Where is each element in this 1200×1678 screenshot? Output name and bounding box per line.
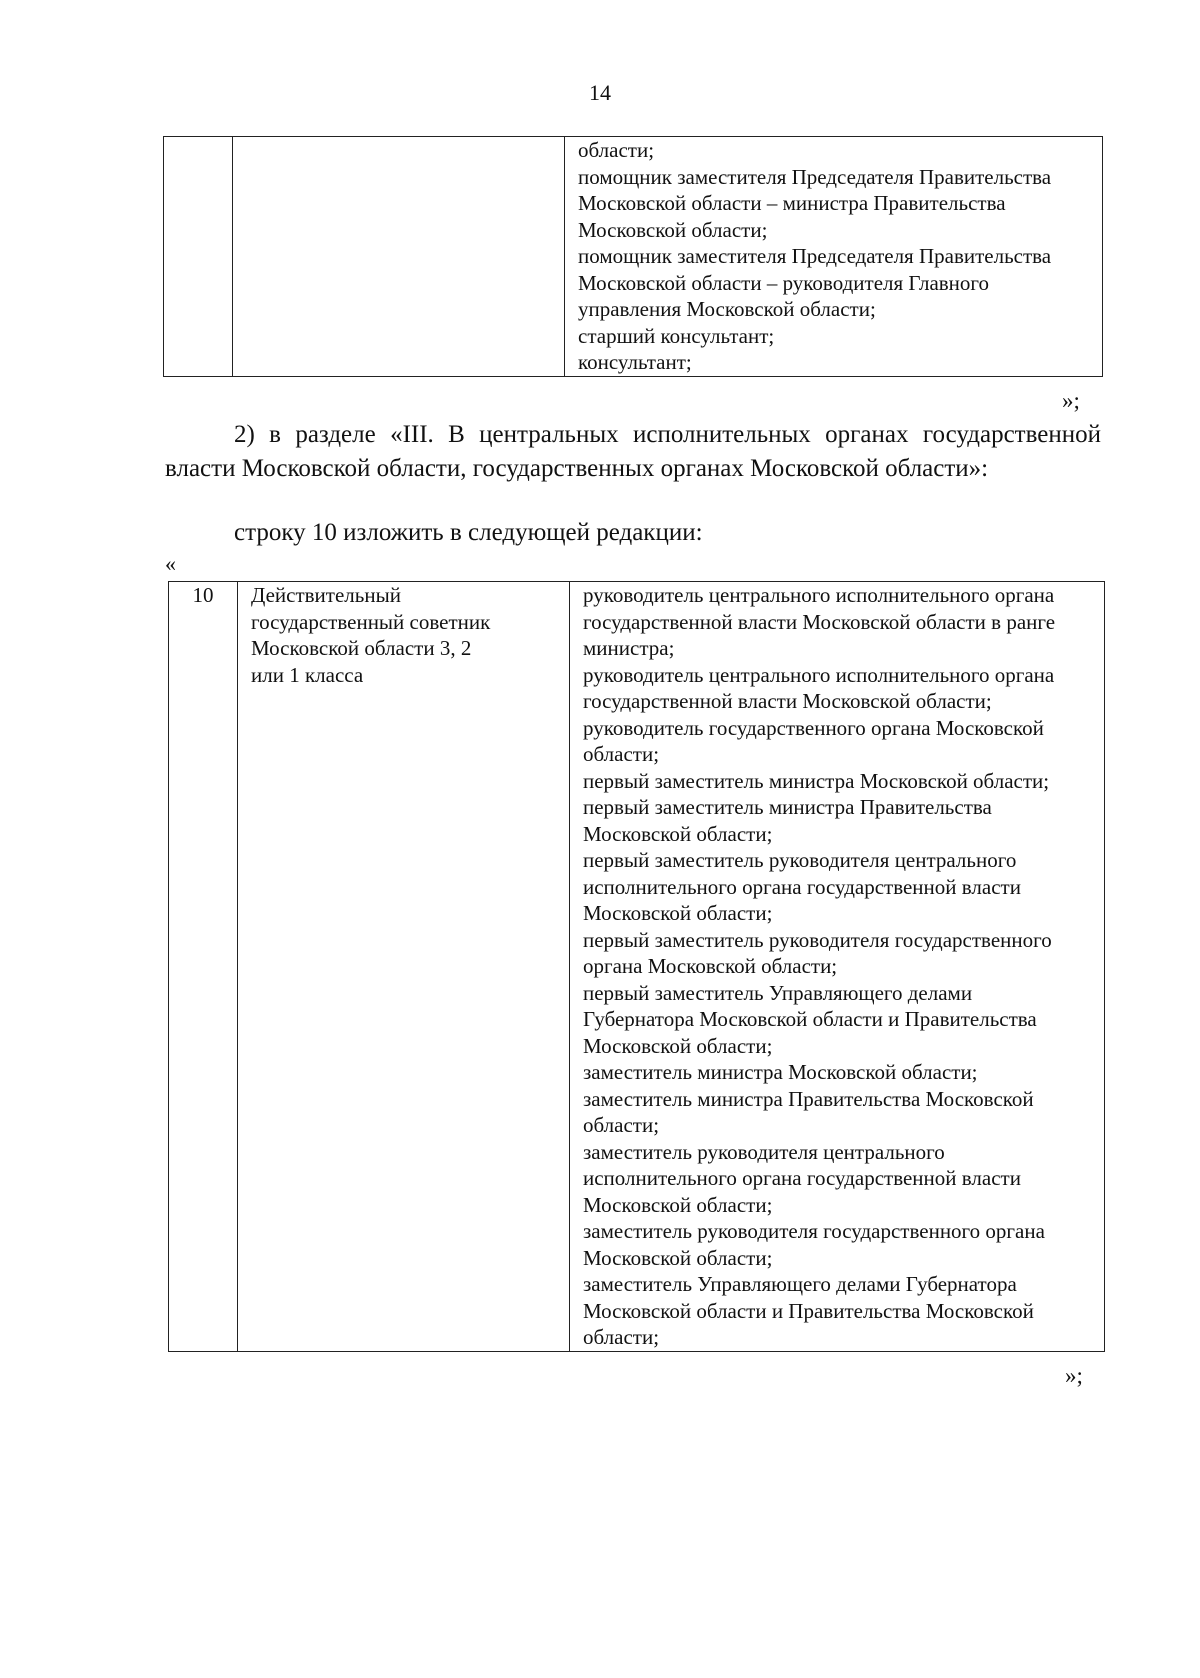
- position-line: области;: [578, 138, 655, 162]
- position-line: Московской области;: [583, 1033, 773, 1058]
- position-line: руководитель государственного органа Московской: [583, 715, 1044, 740]
- class-cell: [238, 582, 570, 1352]
- position-line: заместитель министра Правительства Московской: [583, 1086, 1034, 1111]
- position-line: исполнительного органа государственной власти: [583, 874, 1021, 899]
- position-line: помощник заместителя Председателя Правительства: [578, 164, 1052, 189]
- class-cell: [233, 137, 565, 377]
- position-line: первый заместитель руководителя центрального: [583, 848, 1017, 872]
- class-line: Московской области 3, 2: [251, 636, 472, 660]
- positions-cell: [565, 137, 1103, 377]
- position-line: руководитель центрального исполнительного органа: [583, 583, 1055, 607]
- row-number-cell: 10: [169, 582, 238, 1352]
- row-number-cell: [164, 137, 233, 377]
- position-line: первый заместитель министра Правительства: [583, 795, 992, 819]
- position-line: Московской области – министра Правительства: [578, 191, 1006, 215]
- table-row: [164, 137, 1103, 377]
- position-line: помощник заместителя Председателя Правительства: [578, 244, 1052, 268]
- position-line: заместитель министра Московской области;: [583, 1060, 978, 1084]
- class-line: Действительный: [251, 583, 401, 607]
- position-line: руководитель центрального исполнительного органа: [583, 662, 1055, 687]
- amendment-paragraph: 2) в разделе «III. В центральных исполнительных органах государственной власти Московской области, государственных органах Московской области»:: [165, 421, 1101, 482]
- position-line: старший консультант;: [578, 323, 775, 348]
- position-line: первый заместитель руководителя государственного: [583, 927, 1052, 952]
- position-line: государственной власти Московской области;: [583, 689, 992, 713]
- opening-quote: «: [165, 551, 176, 576]
- position-line: консультант;: [578, 350, 692, 374]
- position-line: заместитель руководителя государственного органа: [583, 1219, 1045, 1243]
- position-line: заместитель Управляющего делами Губернатора: [583, 1272, 1017, 1296]
- position-line: органа Московской области;: [583, 954, 838, 978]
- table-row: [169, 582, 1105, 1352]
- page-number: 14: [589, 80, 611, 105]
- position-line: первый заместитель министра Московской области;: [583, 768, 1050, 793]
- positions-table-row-10: [168, 581, 1105, 1352]
- position-line: области;: [583, 1113, 660, 1137]
- position-line: Московской области;: [583, 1192, 773, 1217]
- class-line: государственный советник: [251, 609, 491, 634]
- position-line: исполнительного органа государственной власти: [583, 1166, 1021, 1190]
- position-line: Московской области и Правительства Московской: [583, 1298, 1034, 1323]
- position-line: управления Московской области;: [578, 297, 876, 321]
- class-line: или 1 класса: [251, 662, 364, 687]
- position-line: области;: [583, 742, 660, 766]
- position-line: первый заместитель Управляющего делами: [583, 980, 973, 1005]
- closing-quote: »;: [1065, 1363, 1083, 1388]
- positions-table-continued: [163, 136, 1103, 377]
- position-line: государственной власти Московской области в ранге: [583, 609, 1056, 634]
- position-line: области;: [583, 1325, 660, 1349]
- position-line: министра;: [583, 636, 675, 660]
- position-line: Московской области;: [583, 821, 773, 846]
- position-line: Московской области;: [583, 901, 773, 925]
- positions-cell: [570, 582, 1105, 1352]
- position-line: Московской области – руководителя Главного: [578, 270, 990, 295]
- position-line: Губернатора Московской области и Правительства: [583, 1007, 1037, 1031]
- position-line: Московской области;: [583, 1245, 773, 1270]
- position-line: Московской области;: [578, 217, 768, 242]
- closing-quote: »;: [1062, 388, 1080, 413]
- position-line: заместитель руководителя центрального: [583, 1139, 945, 1164]
- instruction-paragraph: строку 10 изложить в следующей редакции:: [234, 519, 703, 546]
